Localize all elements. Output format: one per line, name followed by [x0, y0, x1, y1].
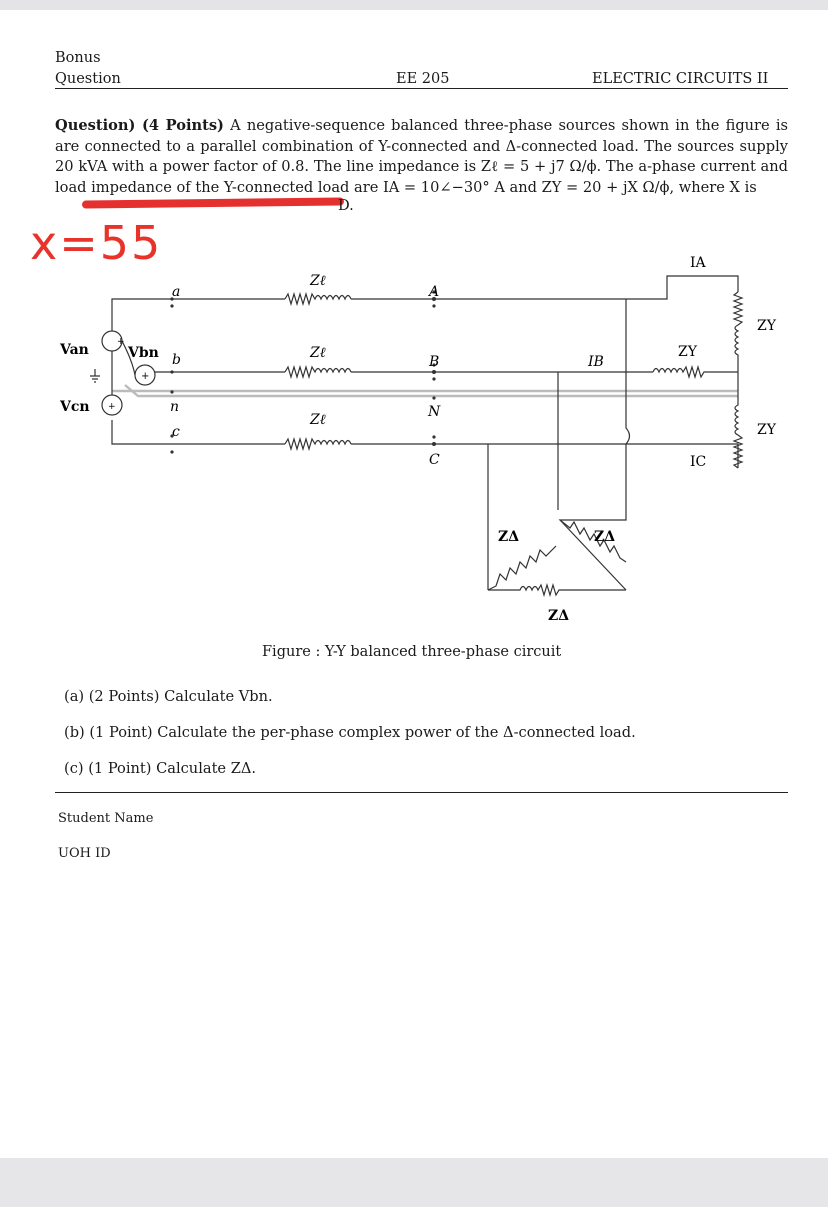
- header-title: ELECTRIC CIRCUITS II: [592, 71, 769, 87]
- header-course: EE 205: [396, 71, 450, 87]
- label-ib: IB: [588, 354, 604, 370]
- viewer-bottom-bar: [0, 1158, 828, 1207]
- line-a-right: [351, 276, 738, 299]
- label-zl-b: Zℓ: [310, 345, 326, 361]
- plus-sign-van: +: [117, 337, 125, 347]
- label-zy-b: ZY: [678, 344, 697, 360]
- zy-b-resistor: [653, 367, 738, 377]
- label-node-A: A: [429, 284, 440, 300]
- zy-a-branch: [734, 292, 742, 391]
- plus-sign-vbn: +: [141, 371, 150, 382]
- label-zl-a: Zℓ: [310, 273, 326, 289]
- line-impedance-b: [285, 367, 351, 377]
- part-c: (c) (1 Point) Calculate ZΔ.: [64, 760, 257, 777]
- student-name-label: Student Name: [58, 811, 154, 826]
- label-zy-a: ZY: [757, 318, 776, 334]
- part-b: (b) (1 Point) Calculate the per-phase complex power of the Δ-connected load.: [64, 724, 636, 741]
- label-node-n: n: [170, 399, 180, 415]
- line-impedance-a: [285, 294, 351, 304]
- delta-zd-left: [488, 546, 556, 590]
- label-node-C: C: [429, 452, 440, 468]
- question-lead: Question) (4 Points): [55, 117, 224, 134]
- line-c-left: [112, 420, 285, 444]
- line-impedance: Zℓ = 5 + j7 Ω/ϕ: [480, 158, 597, 175]
- a-phase-current: IA = 10∠−30° A: [382, 178, 505, 196]
- redacted-tail: D.: [338, 197, 354, 214]
- delta-zd-bottom: [488, 585, 626, 595]
- label-node-N: N: [428, 404, 441, 420]
- header-question: Question: [55, 71, 121, 87]
- label-zd-bottom: ZΔ: [548, 608, 570, 624]
- label-node-a: a: [172, 284, 181, 300]
- figure-caption: Figure : Y-Y balanced three-phase circuit: [262, 644, 562, 660]
- label-node-c: c: [172, 424, 180, 440]
- header-bonus: Bonus: [55, 50, 101, 66]
- label-ic: IC: [690, 454, 707, 470]
- label-vcn: Vcn: [60, 399, 90, 415]
- label-zd-left: ZΔ: [498, 529, 520, 545]
- y-load-impedance: ZY = 20 + jX Ω/ϕ: [541, 178, 670, 196]
- line-a-left: [112, 299, 285, 331]
- label-zl-c: Zℓ: [310, 412, 326, 428]
- ground-symbol: [90, 369, 100, 382]
- part-a: (a) (2 Points) Calculate Vbn.: [64, 688, 273, 705]
- plus-sign-vcn: +: [108, 402, 116, 412]
- question-paragraph: Question) (4 Points) A negative-sequence balanced three-phase sources shown in the figure is are connected to a parallel combination of Y-connected and Δ-connected load. The sources supply 20 kVA with a power factor of 0.8. The line impedance is Zℓ = 5 + j7 Ω/ϕ. The a-phase current and load impedance of the Y-connected load are IA = 10∠−30° A and ZY = 20 + jX Ω/ϕ, where X is: [55, 117, 789, 196]
- label-ia: IA: [690, 255, 706, 271]
- label-van: Van: [60, 342, 89, 358]
- uoh-id-label: UOH ID: [58, 846, 111, 861]
- label-node-B: B: [429, 354, 440, 370]
- line-impedance-c: [285, 439, 351, 449]
- footer-rule: [55, 792, 788, 793]
- handwritten-x-value: x=55: [30, 216, 163, 270]
- label-node-b: b: [172, 352, 181, 368]
- line-c-right: [351, 444, 738, 468]
- label-zd-right: ZΔ: [594, 529, 616, 545]
- label-zy-c: ZY: [757, 422, 776, 438]
- label-vbn: Vbn: [128, 345, 159, 361]
